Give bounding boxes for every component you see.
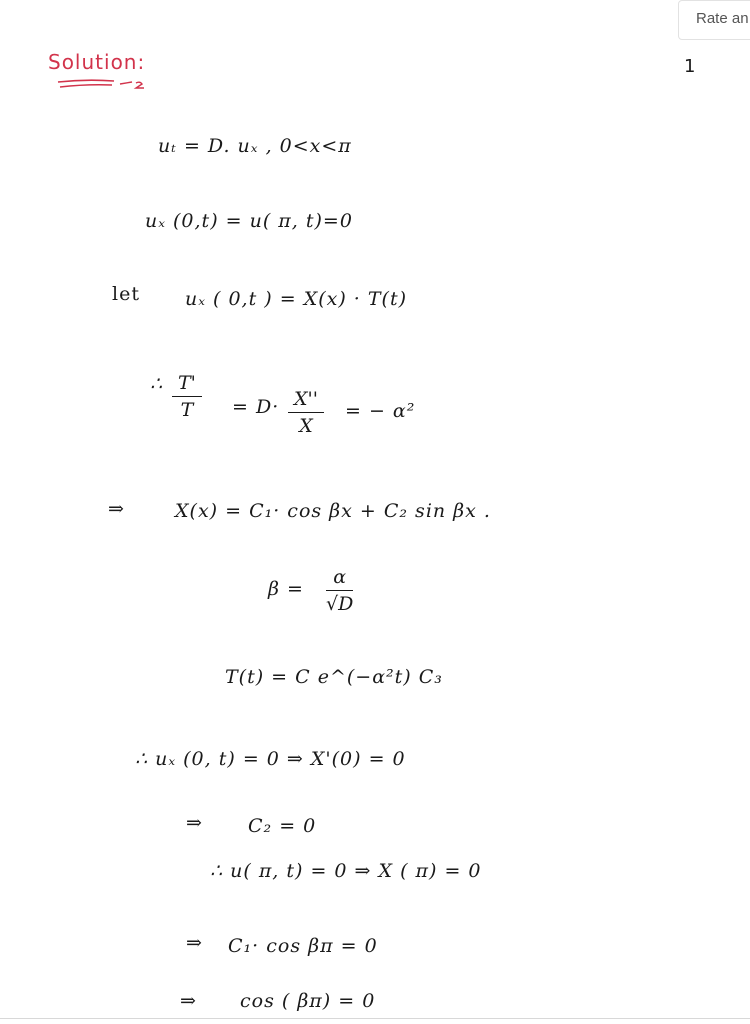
cos-beta-pi-line: cos ( βπ) = 0 [240, 990, 376, 1012]
beta-numerator: α [333, 566, 347, 588]
implies-arrow: ⇒ [108, 498, 125, 520]
beta-definition-left: β = [268, 578, 304, 600]
heading-underline [56, 78, 146, 92]
t-solution-line: T(t) = C e^(−α²t) C₃ [225, 666, 443, 688]
condition-one-line: ∴ uₓ (0, t) = 0 ⇒ X'(0) = 0 [135, 748, 406, 770]
let-word: let [112, 283, 140, 305]
ratio-left-denominator: T [180, 399, 194, 421]
page-bottom-divider [0, 1018, 750, 1019]
c2-zero-line: C₂ = 0 [248, 815, 317, 837]
beta-fraction [326, 566, 353, 615]
ratio-fraction-right [288, 388, 324, 437]
page-number: 1 [684, 56, 696, 77]
separation-line: uₓ ( 0,t ) = X(x) · T(t) [185, 288, 408, 310]
c1-cos-line: C₁· cos βπ = 0 [228, 935, 378, 957]
ratio-right-denominator: X [299, 415, 313, 437]
implies-arrow: ⇒ [180, 990, 197, 1012]
implies-arrow: ⇒ [186, 812, 203, 834]
beta-denominator: √D [326, 593, 354, 615]
ratio-right-numerator: X'' [294, 388, 318, 410]
ratio-left-numerator: T' [178, 372, 196, 394]
ratio-fraction-left [172, 372, 202, 421]
boundary-conditions-line: uₓ (0,t) = u( π, t)=0 [145, 210, 353, 232]
ratio-end: = − α² [345, 400, 416, 422]
implies-arrow: ⇒ [186, 932, 203, 954]
x-solution-line: X(x) = C₁· cos βx + C₂ sin βx . [175, 500, 491, 522]
solution-heading: Solution: [48, 50, 146, 74]
pde-line: uₜ = D. uₓ , 0<x<π [158, 135, 352, 157]
rate-answer-button[interactable]: Rate an [678, 0, 750, 40]
condition-two-line: ∴ u( π, t) = 0 ⇒ X ( π) = 0 [210, 860, 482, 882]
therefore-symbol: ∴ [150, 373, 164, 395]
ratio-middle: = D· [232, 396, 280, 418]
